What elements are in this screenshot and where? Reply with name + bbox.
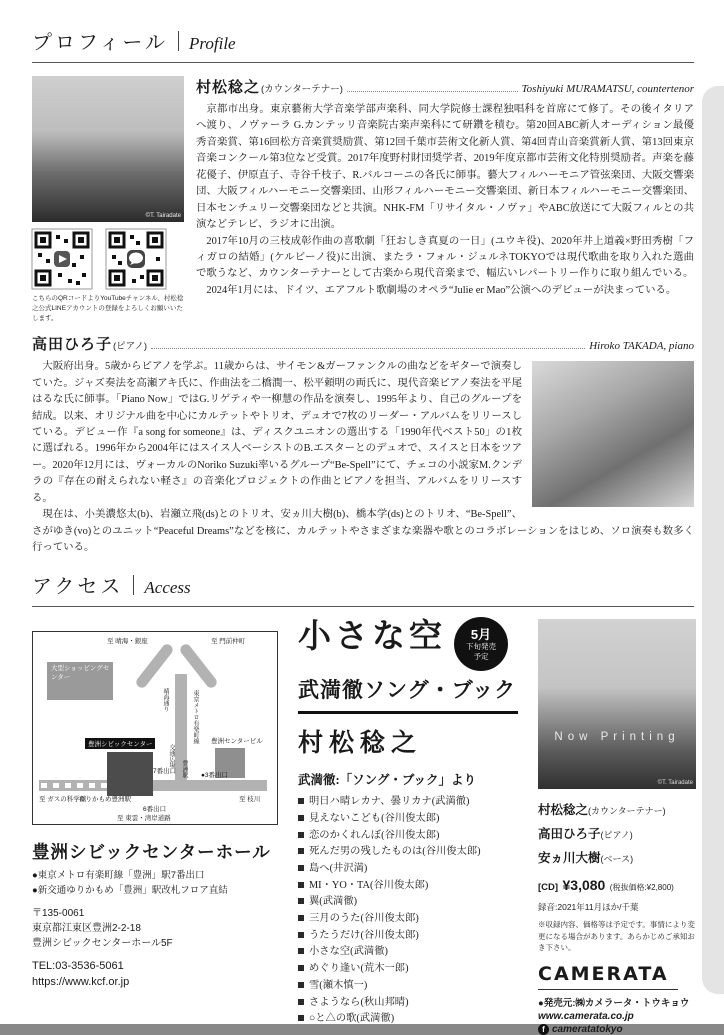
muramatsu-name: 村松稔之 xyxy=(196,79,261,96)
profile-header-jp: プロフィール xyxy=(32,32,168,54)
track-item xyxy=(298,844,526,861)
access-column xyxy=(32,619,282,1035)
badge-release-text: 下旬発売 xyxy=(466,642,496,652)
bullet-square-icon xyxy=(298,1015,304,1021)
map-label-to-shinonome: 至 東雲・湾岸道路 xyxy=(117,815,171,823)
cd-works-heading: 武満徹:「ソング・ブック」より xyxy=(298,773,477,788)
badge-planned-text: 予定 xyxy=(473,651,489,661)
hall-address-1: 東京都江東区豊洲2-2-18 xyxy=(32,922,141,934)
takada-profile xyxy=(32,333,694,556)
map-label-harumi-dori: 晴海通り xyxy=(162,688,168,713)
takada-bio-paragraph-1: 大阪府出身。5歳からピアノを学ぶ。11歳からは、サイモン&ガーファンクルの曲などをギターで演奏していた。ジャズ奏法を高瀬アキ氏に、作曲法を二橋潤一、松平頼明の両氏に、現代音楽ピアノ奏法を平尾はるな氏に師事。「Piano Now」ではG.リゲティや一柳慧の作品を演奏し、1995年より、自己のグループを結成。以来、オリジナル曲を中心にカルテットやトリオ、デュオで7枚のリーダー・アルバムをリリースしている。デビュー作『a song for someone』は、ディスクユニオンの選出する「1990年代ベスト50」の1枚に選ばれる。1996年から2004年にはスイス人ベーシストのB.エスターとのデュオで、スイスと日本をツアー。2020年12月には、ヴォーカルのNoriko Suzuki率いるグループ“Be-Spell”にて、チェコの小説家M.クンデラの『存在の耐えられない軽さ』の音楽化プロジェクトの作曲とピアノを担当、アルバムをリリースする。 xyxy=(32,361,522,504)
credit-role: (ピアノ) xyxy=(600,830,633,841)
bullet-square-icon xyxy=(298,815,304,821)
track-list xyxy=(298,794,526,1027)
profile-header-en: Profile xyxy=(189,34,236,53)
hall-access-line-2: ●新交通ゆりかもめ「豊洲」駅改札フロア直結 xyxy=(32,885,228,897)
track-item xyxy=(298,944,526,961)
takada-bio-paragraph-2: 現在は、小美濃悠太(b)、岩瀬立飛(ds)とのトリオ、安ヵ川大樹(b)、橋本学(ds)とのトリオ、“Be-Spell”、さがゆき(vo)とのユニット“Peaceful Dreams”などを核に、カルテットやさまざまな楽器や歌とのコラボレーションをはじめ、ソロ演奏も数多く行っている。 xyxy=(32,509,694,553)
track-title: 翼(武満徹) xyxy=(309,896,358,908)
release-date-badge xyxy=(454,617,508,671)
hall-name: 豊洲シビックセンターホール xyxy=(32,842,271,863)
track-item xyxy=(298,995,526,1012)
takada-photo xyxy=(532,361,694,507)
cover-photo-credit: ©T. Tairadate xyxy=(657,780,693,787)
credit-line xyxy=(538,846,698,870)
track-item xyxy=(298,911,526,928)
cd-cover-photo xyxy=(538,619,696,789)
map-label-yurikamome-station: ゆりかもめ豊洲駅 xyxy=(79,796,131,804)
bullet-square-icon xyxy=(298,915,304,921)
map-label-toyosu-station: 豊洲駅 xyxy=(181,760,187,779)
bullet-square-icon xyxy=(298,898,304,904)
price-prefix: [CD] xyxy=(538,882,559,894)
hall-website-url: https://www.kcf.or.jp xyxy=(32,976,130,989)
shopping-center-building: 大型ショッピングセンター xyxy=(47,662,113,700)
track-title: 見えないこども(谷川俊太郎) xyxy=(309,813,440,825)
track-item xyxy=(298,794,526,811)
takada-name-row xyxy=(32,333,694,354)
cd-artist-name: 村松稔之 xyxy=(298,730,423,758)
track-title: うたうだけ(谷川俊太郎) xyxy=(309,929,419,941)
track-title: 雪(瀬木慎一) xyxy=(309,979,368,991)
road-northwest xyxy=(134,643,175,691)
credit-role: (カウンターテナー) xyxy=(588,806,666,817)
track-title: ○と△の歌(武満徹) xyxy=(309,1013,395,1025)
muramatsu-bio-paragraph-3: 2024年1月には、ドイツ、エアフルト歌劇場のオペラ“Julie er Mao”公演へのデビューが決まっている。 xyxy=(206,284,677,296)
map-label-to-edagawa: 至 枝川 xyxy=(239,796,261,804)
track-item xyxy=(298,894,526,911)
bullet-square-icon xyxy=(298,999,304,1005)
track-item xyxy=(298,978,526,995)
muramatsu-profile xyxy=(32,76,694,324)
takada-name: 高田ひろ子 xyxy=(32,336,113,354)
muramatsu-bio-paragraph-2: 2017年10月の三枝成彰作曲の喜歌劇「狂おしき真夏の一日」(ユウキ役)、2020年井上道義×野田秀樹「フィガロの結婚」(ケルビーノ役)に出演、またラ・フォル・ジュルネTOKYOでは現代歌曲を取り入れた選曲で歌うなど、カウンターテナーとして古楽から現代音楽まで、幅広いレパートリー作りに取り組んでいる。 xyxy=(196,235,694,280)
yurikamome-line xyxy=(39,780,267,791)
credit-name: 村松稔之 xyxy=(538,803,589,818)
muramatsu-name-en: Toshiyuki MURAMATSU, countertenor xyxy=(521,83,694,95)
bullet-square-icon xyxy=(298,848,304,854)
map-label-exit6: 6番出口 xyxy=(143,806,167,814)
bullet-square-icon xyxy=(298,882,304,888)
map-label-to-harumi: 至 晴海・銀座 xyxy=(107,638,148,646)
cd-price-line xyxy=(538,877,698,895)
access-header-jp: アクセス xyxy=(32,576,124,599)
header-divider xyxy=(178,31,179,51)
header-divider xyxy=(133,575,134,595)
hall-address-2: 豊洲シビックセンターホール5F xyxy=(32,937,173,949)
map-label-center-building: 豊洲センタービル xyxy=(211,738,263,746)
publisher-line: ●発売元:㈱カメラータ・トウキョウ xyxy=(538,998,690,1010)
muramatsu-name-row xyxy=(196,76,694,97)
track-title: 小さな空(武満徹) xyxy=(309,946,388,958)
track-title: MI・YO・TA(谷川俊太郎) xyxy=(309,879,429,891)
hall-postal-code: 〒135-0061 xyxy=(32,907,85,919)
right-edge-panel xyxy=(702,86,724,994)
track-item xyxy=(298,1011,526,1028)
track-item xyxy=(298,928,526,945)
camerata-social xyxy=(538,1024,698,1035)
track-title: 死んだ男の残したものは(谷川俊太郎) xyxy=(309,846,481,858)
muramatsu-photo xyxy=(32,76,184,222)
takada-name-en: Hiroko TAKADA, piano xyxy=(589,340,694,353)
credit-line xyxy=(538,822,698,846)
bullet-square-icon xyxy=(298,932,304,938)
qr-caption: こちらのQRコードよりYouTubeチャンネル、村松稔之公式LINEアカウントの登録をよろしくお願いいたします。 xyxy=(32,295,184,323)
access-map xyxy=(32,631,278,825)
track-title: 島へ(井沢満) xyxy=(309,863,368,875)
camerata-logo: CAMERATA xyxy=(538,963,678,990)
track-item xyxy=(298,828,526,845)
bullet-square-icon xyxy=(298,798,304,804)
bullet-square-icon xyxy=(298,948,304,954)
bullet-square-icon xyxy=(298,832,304,838)
disclaimer-note: ※収録内容、価格等は予定です。事情により変更になる場合があります。あらかじめご承知おき下さい。 xyxy=(538,920,695,952)
now-printing-overlay: Now Printing xyxy=(554,731,680,744)
map-label-exit3: ●3番出口 xyxy=(201,772,229,780)
price-value: ¥3,080 xyxy=(562,877,606,894)
track-title: 三月のうた(谷川俊太郎) xyxy=(309,913,419,925)
track-item xyxy=(298,961,526,978)
track-item xyxy=(298,861,526,878)
access-header-en: Access xyxy=(144,578,191,598)
photo-credit: ©T. Tairadate xyxy=(145,213,181,219)
bullet-square-icon xyxy=(298,865,304,871)
bullet-square-icon xyxy=(298,965,304,971)
track-title: 明日ハ晴レカナ、曇リカナ(武満徹) xyxy=(309,796,470,808)
track-title: さようなら(秋山邦晴) xyxy=(309,996,409,1008)
track-title: 恋のかくれんぼ(谷川俊太郎) xyxy=(309,829,440,841)
badge-month: 5月 xyxy=(470,626,492,642)
dotted-leader xyxy=(347,91,518,92)
takada-role: (ピアノ) xyxy=(113,341,148,353)
track-title: めぐり逢い(荒木一郎) xyxy=(309,963,409,975)
cd-advertisement xyxy=(298,619,694,1035)
dotted-leader xyxy=(151,348,585,349)
price-tax-note: (税抜価格:¥2,800) xyxy=(609,883,674,893)
access-section-header xyxy=(32,570,694,607)
camerata-website: www.camerata.co.jp xyxy=(538,1011,634,1023)
map-label-kotsu-hiroba: 交通広場 xyxy=(168,744,174,769)
map-label-metro-line: 東京メトロ有楽町線 xyxy=(192,690,198,745)
credit-name: 安ヵ川大樹 xyxy=(538,851,601,866)
map-label-to-gas-museum: 至 ガスの科学館 xyxy=(39,796,87,804)
credit-role: (ベース) xyxy=(600,854,634,865)
muramatsu-role: (カウンターテナー) xyxy=(261,84,343,95)
map-label-exit7: 7番出口 xyxy=(153,768,177,776)
muramatsu-bio-paragraph-1: 京都市出身。東京藝術大学音楽学部声楽科、同大学院修士課程独唱科を首席にて修了。その後イタリアへ渡り、ノヴァーラ G.カンテッリ音楽院古楽声楽科にて研鑽を積む。第20回ABC新人オーディション最優秀音楽賞、第16回松方音楽賞奨励賞、第12回千葉市芸術文化新人賞、第4回青山音楽賞新人賞、第13回東京音楽コンクール第3位など受賞。2017年度野村財団奨学者、2019年度京都市芸術文化特別奨励者。声楽を藤花優子、伊原直子、寺谷千枝子、R.バルコーニの各氏に師事。藝大フィルハーモニア管弦楽団、大阪交響楽団、大阪フィルハーモニー交響楽団、山形フィルハーモニー交響楽団、新日本フィルハーモニー交響楽団、日本センチュリー交響楽団などと共演。NHK-FM「リサイタル・ノヴァ」やABC放送にて大阪フィルとの共演などテレビ、ラジオに出演。 xyxy=(196,104,694,231)
track-item xyxy=(298,811,526,828)
social-handle: cameratatokyo xyxy=(552,1024,623,1035)
line-qr-code xyxy=(106,229,166,289)
map-label-civic-center: 豊洲シビックセンター xyxy=(85,738,155,749)
hall-access-line-1: ●東京メトロ有楽町線「豊洲」駅7番出口 xyxy=(32,870,205,882)
cd-subtitle: 武満徹ソング・ブック xyxy=(298,678,517,703)
profile-section-header xyxy=(32,26,694,63)
credit-line xyxy=(538,798,698,822)
recording-info: 録音:2021年11月ほか/千葉 xyxy=(538,902,639,913)
facebook-icon: f xyxy=(538,1024,549,1035)
track-item xyxy=(298,878,526,895)
civic-center-building xyxy=(107,752,153,796)
cd-title: 小さな空 xyxy=(298,619,446,656)
youtube-qr-code xyxy=(32,229,92,289)
credit-name: 高田ひろ子 xyxy=(538,827,601,842)
map-label-to-monzennakacho: 至 門前仲町 xyxy=(211,638,246,646)
hall-telephone: TEL:03-3536-5061 xyxy=(32,959,124,972)
bullet-square-icon xyxy=(298,982,304,988)
